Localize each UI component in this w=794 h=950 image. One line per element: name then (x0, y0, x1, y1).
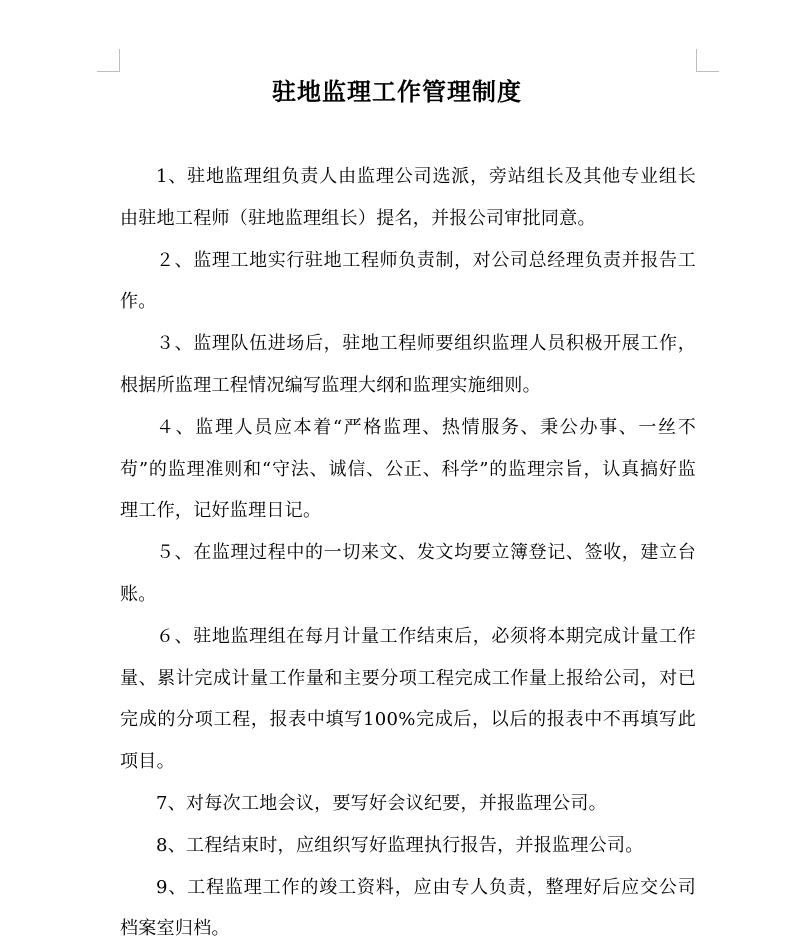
paragraph-1: 1、驻地监理组负责人由监理公司选派，旁站组长及其他专业组长由驻地工程师（驻地监理组长）提名，并报公司审批同意。 (120, 166, 696, 229)
paragraph-9: 9、工程监理工作的竣工资料，应由专人负责，整理好后应交公司档案室归档。 (120, 876, 696, 940)
paragraph-3: ３、监理队伍进场后，驻地工程师要组织监理人员积极开展工作，根据所监理工程情况编写监理大纲和监理实施细则。 (120, 333, 696, 396)
paragraph-7: 7、对每次工地会议，要写好会议纪要，并报监理公司。 (156, 792, 607, 814)
paragraph-4: ４、监理人员应本着“严格监理、热情服务、秉公办事、一丝不苟”的监理准则和“守法、诚信、公正、科学”的监理宗旨，认真搞好监理工作，记好监理日记。 (120, 416, 696, 522)
document-body (120, 156, 696, 950)
paragraph-2: ２、监理工地实行驻地工程师负责制，对公司总经理负责并报告工作。 (120, 249, 696, 313)
margin-corner-mark-top-right (696, 49, 719, 72)
document-title: 驻地监理工作管理制度 (272, 77, 522, 106)
margin-corner-mark-top-left (97, 49, 120, 72)
paragraph-6: ６、驻地监理组在每月计量工作结束后，必须将本期完成计量工作量、累计完成计量工作量和主要分项工程完成工作量上报给公司，对已完成的分项工程，报表中填写100%完成后，以后的报表中不再填写此项目。 (120, 625, 696, 773)
paragraph-8: 8、工程结束时，应组织写好监理执行报告，并报监理公司。 (156, 834, 644, 856)
paragraph-5: ５、在监理过程中的一切来文、发文均要立簿登记、签收，建立台账。 (120, 542, 696, 605)
